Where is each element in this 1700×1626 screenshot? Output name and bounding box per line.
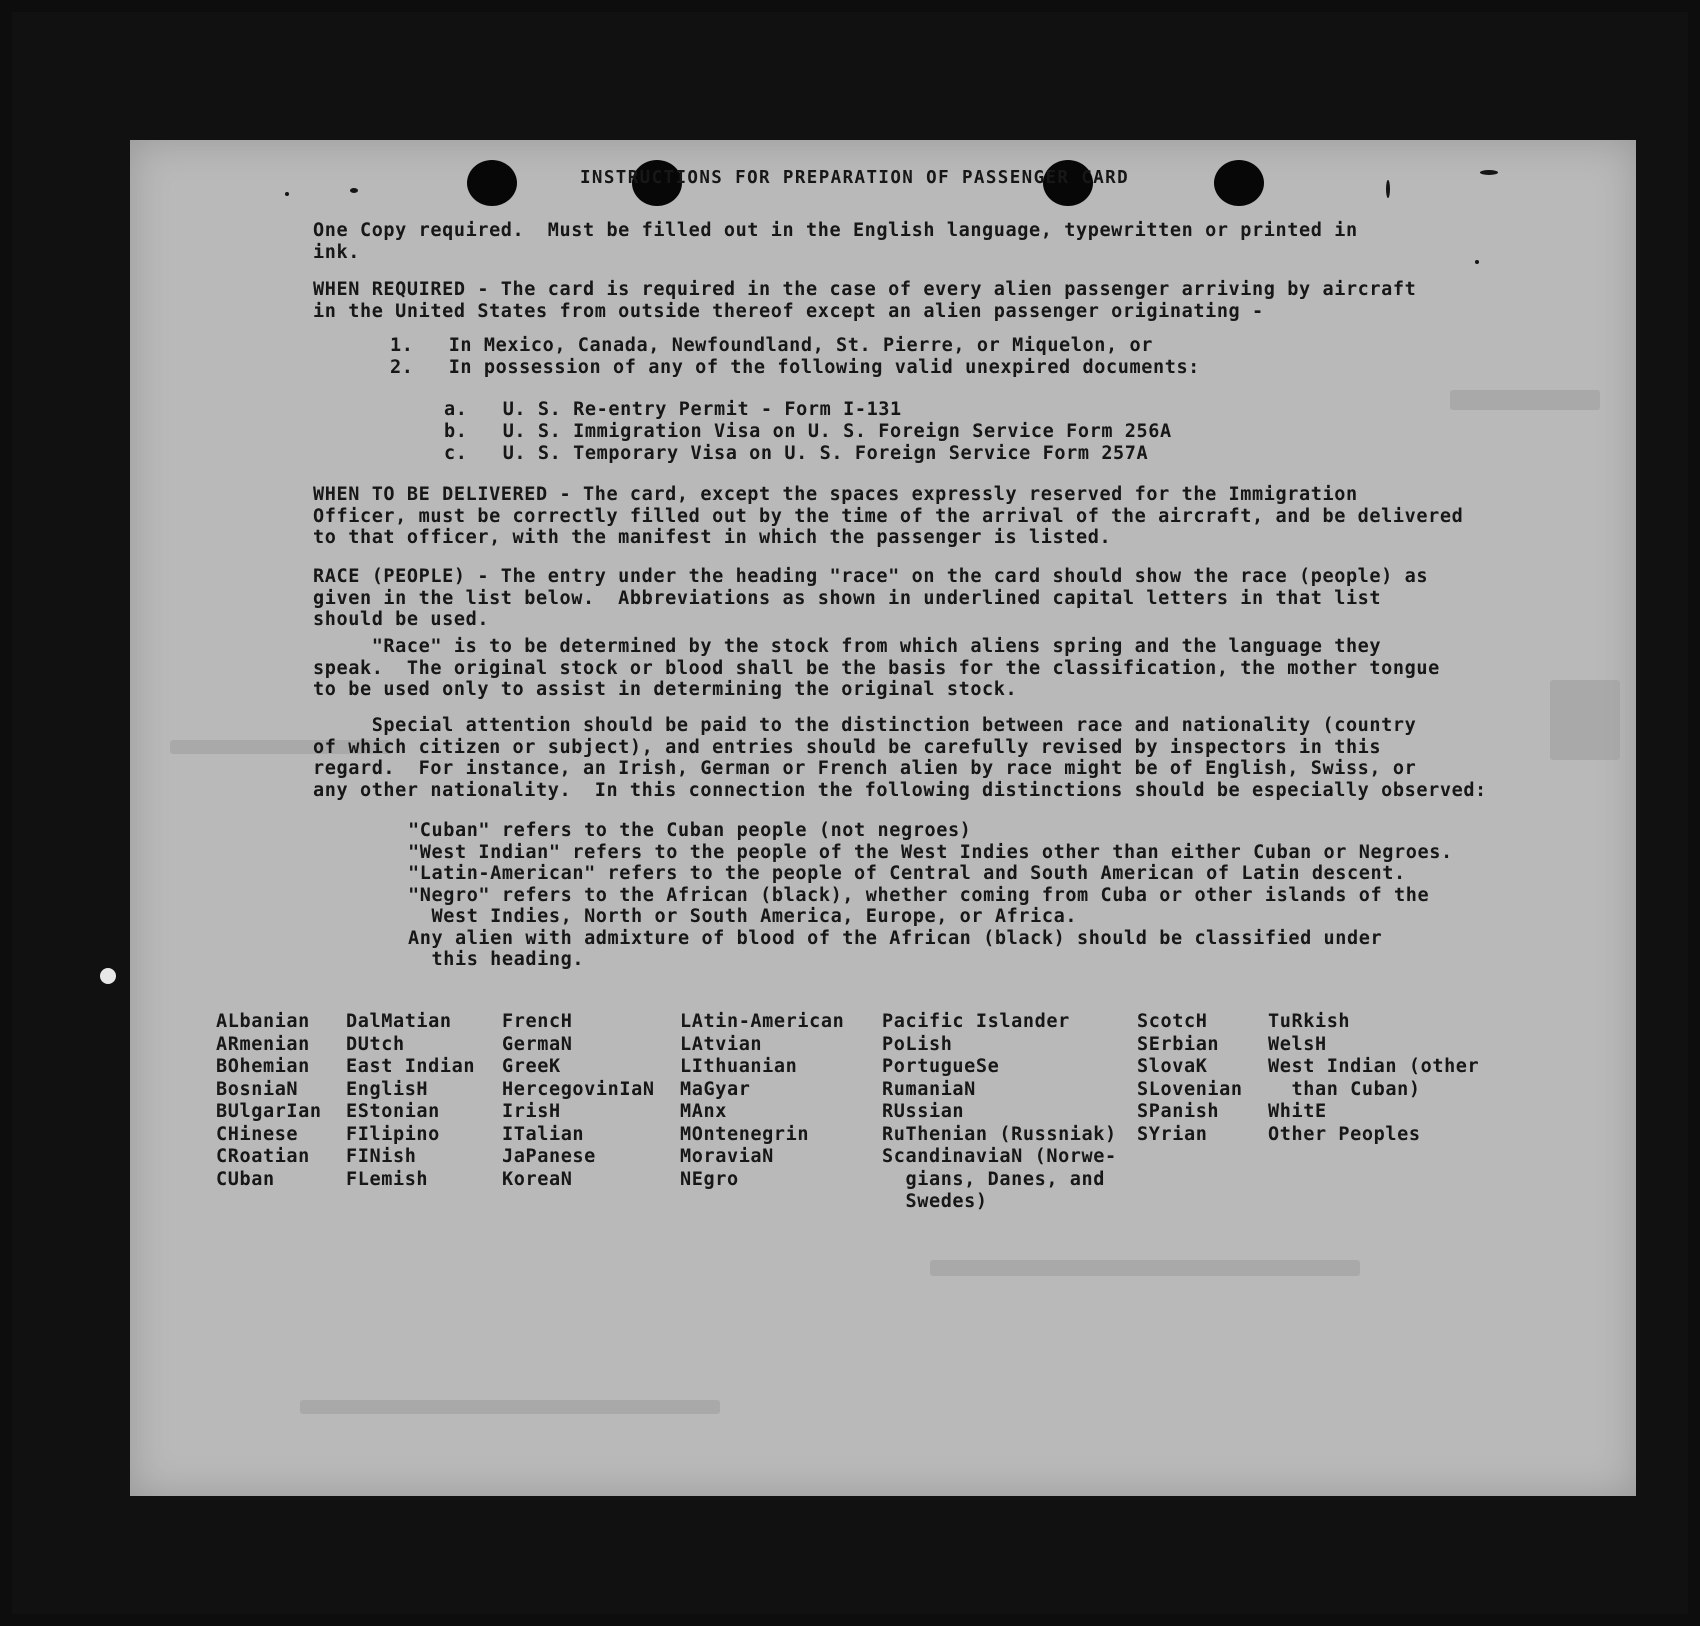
race-column [1137, 1011, 1243, 1146]
race-entry: DalMatian [346, 1011, 452, 1032]
race-entry: SlovaK [1137, 1056, 1208, 1077]
race-entry: Pacific Islander [882, 1011, 1070, 1032]
race-entry: than Cuban) [1268, 1078, 1421, 1100]
race-entry: MAnx [680, 1101, 727, 1122]
race-entry: SLovenian [1137, 1078, 1243, 1100]
race-entry: Swedes) [882, 1191, 988, 1212]
race-entry: HercegovinIaN [502, 1078, 655, 1100]
distinctions-list: "Cuban" refers to the Cuban people (not negroes) "West Indian" refers to the people of the West Indies other than either Cuban or Negroes. "Latin-American" refers to the people of Central and South American of Latin descent. "Negro" refers to the African (black), whether coming from Cuba or other islands of the West Indies, North or South America, Europe, or Africa. Any alien with admixture of blood of the African (black) should be classified under this heading. [408, 820, 1453, 970]
race-paragraph: RACE (PEOPLE) - The entry under the heading "race" on the card should show the race (people) as given in the list below. Abbreviations as shown in underlined capital letters in that list should be used. [313, 566, 1429, 630]
race-entry: EStonian [346, 1101, 440, 1122]
race-entry: ALbanian [216, 1011, 310, 1032]
document-list-item: a. U. S. Re-entry Permit - Form I-131 [444, 399, 902, 420]
race-entry: SYrian [1137, 1123, 1208, 1145]
race-entry: LAtvian [680, 1033, 763, 1055]
race-column [502, 1011, 655, 1191]
race-entry: BUlgarIan [216, 1101, 322, 1122]
race-entry: LAtin-American [680, 1011, 845, 1032]
intro-paragraph: One Copy required. Must be filled out in the English language, typewritten or printed in ink. [313, 220, 1358, 263]
race-entry: WelsH [1268, 1033, 1327, 1055]
race-entry: CHinese [216, 1123, 299, 1145]
race-entry: JaPanese [502, 1146, 596, 1167]
race-column [216, 1011, 322, 1191]
race-entry: CUban [216, 1168, 275, 1190]
race-entry: TuRkish [1268, 1011, 1351, 1032]
race-entry: PortugueSe [882, 1056, 1000, 1077]
race-entry: RumaniaN [882, 1078, 976, 1100]
race-entry: RUssian [882, 1101, 965, 1122]
race-column [346, 1011, 475, 1191]
document-list-item: b. U. S. Immigration Visa on U. S. Foreign Service Form 256A [444, 421, 1172, 442]
race-entry: KoreaN [502, 1168, 573, 1190]
when-delivered-paragraph: WHEN TO BE DELIVERED - The card, except the spaces expressly reserved for the Immigration Officer, must be correctly filled out by the time of the arrival of the aircraft, and be delivered to that officer, with the manifest in which the passenger is listed. [313, 484, 1464, 548]
race-definition-paragraph: "Race" is to be determined by the stock from which aliens spring and the language they speak. The original stock or blood shall be the basis for the classification, the mother tongue to be used only to assist in determining the original stock. [313, 636, 1440, 700]
race-entry: CRoatian [216, 1146, 310, 1167]
punch-hole [1214, 160, 1264, 206]
race-entry: West Indian (other [1268, 1056, 1480, 1077]
race-entry: SPanish [1137, 1101, 1220, 1122]
document-title: INSTRUCTIONS FOR PREPARATION OF PASSENGER CARD [580, 168, 1130, 188]
ink-speck [1480, 170, 1498, 175]
when-required-item: 2. In possession of any of the following valid unexpired documents: [390, 357, 1200, 378]
ink-speck [350, 188, 358, 193]
margin-blot [100, 968, 116, 984]
race-entry: ARmenian [216, 1033, 310, 1055]
race-column [680, 1011, 844, 1191]
race-entry: LIthuanian [680, 1056, 798, 1077]
race-entry: MaGyar [680, 1078, 751, 1100]
race-entry: FINish [346, 1146, 417, 1167]
document-list-item: c. U. S. Temporary Visa on U. S. Foreign Service Form 257A [444, 443, 1149, 464]
bleed-through-mark [300, 1400, 720, 1414]
ink-speck [285, 192, 289, 196]
race-entry: MOntenegrin [680, 1123, 810, 1145]
race-entry: BOhemian [216, 1056, 310, 1077]
race-entry: FrencH [502, 1011, 573, 1032]
race-entry: BosniaN [216, 1078, 299, 1100]
race-entry: IrisH [502, 1101, 561, 1122]
race-entry: FIlipino [346, 1123, 440, 1145]
race-entry: NEgro [680, 1168, 739, 1190]
when-required-item: 1. In Mexico, Canada, Newfoundland, St. Pierre, or Miquelon, or [390, 335, 1153, 356]
race-entry: RuThenian (Russniak) [882, 1123, 1117, 1145]
document-page [130, 140, 1636, 1496]
when-required-paragraph: WHEN REQUIRED - The card is required in the case of every alien passenger arriving by aircraft in the United States from outside thereof except an alien passenger originating - [313, 279, 1417, 322]
race-entry: ITalian [502, 1123, 585, 1145]
race-nationality-paragraph: Special attention should be paid to the distinction between race and nationality (country of which citizen or subject), and entries should be carefully revised by inspectors in this regard. For instance, an Irish, German or French alien by race might be of English, Swiss, or any other nationality. In this connection the following distinctions should be especially observed: [313, 715, 1487, 801]
race-entry: SErbian [1137, 1033, 1220, 1055]
race-entry: ScandinaviaN (Norwe- [882, 1146, 1117, 1167]
race-entry: GreeK [502, 1056, 561, 1077]
race-entry: FLemish [346, 1168, 429, 1190]
race-entry: EnglisH [346, 1078, 429, 1100]
punch-hole [467, 160, 517, 206]
race-entry: East Indian [346, 1056, 476, 1077]
race-entry: Other Peoples [1268, 1123, 1421, 1145]
race-entry: GermaN [502, 1033, 573, 1055]
bleed-through-mark [1550, 680, 1620, 760]
bleed-through-mark [930, 1260, 1360, 1276]
race-entry: ScotcH [1137, 1011, 1208, 1032]
race-entry: gians, Danes, and [882, 1168, 1106, 1190]
bleed-through-mark [1450, 390, 1600, 410]
race-entry: DUtch [346, 1033, 405, 1055]
race-column [882, 1011, 1117, 1214]
race-column [1268, 1011, 1479, 1146]
ink-speck [1475, 260, 1479, 264]
race-entry: MoraviaN [680, 1146, 774, 1167]
ink-speck [1386, 180, 1390, 198]
race-entry: WhitE [1268, 1101, 1327, 1122]
race-entry: PoLish [882, 1033, 953, 1055]
